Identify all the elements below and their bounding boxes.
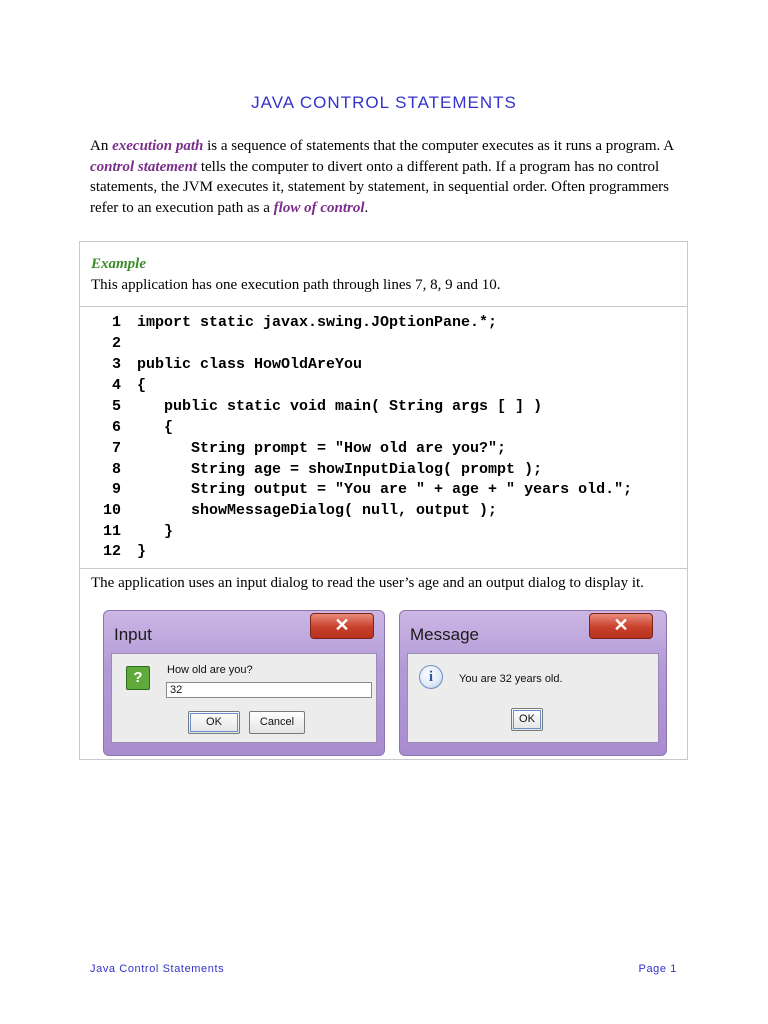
line-number: 1	[111, 314, 121, 331]
input-dialog-title: Input	[114, 625, 152, 644]
line-number: 2	[111, 335, 121, 352]
message-text: You are 32 years old.	[459, 673, 563, 685]
line-number: 8	[111, 461, 121, 478]
code-text: String output = "You are " + age + " years old.";	[137, 481, 633, 498]
intro-text-4: .	[364, 199, 369, 216]
intro-paragraph	[90, 136, 690, 218]
input-dialog-body	[111, 653, 377, 743]
ok-button[interactable]: OK	[188, 711, 240, 734]
code-text: showMessageDialog( null, output );	[137, 502, 498, 519]
example-description: This application has one execution path through lines 7, 8, 9 and 10.	[91, 277, 501, 293]
code-line	[80, 502, 498, 523]
code-listing	[80, 307, 687, 569]
footer-page-number: Page 1	[638, 963, 677, 975]
intro-text-3: tells the computer to divert onto a different path. If a program has no control statements, the JVM executes it, statement by statement, in sequential order. Often programmers refer to an execution path as a	[90, 158, 670, 216]
line-number: 4	[111, 377, 121, 394]
example-header	[80, 242, 687, 307]
code-text: String age = showInputDialog( prompt );	[137, 461, 543, 478]
question-icon: ?	[126, 666, 150, 690]
term-execution-path: execution path	[112, 138, 204, 154]
page-title: JAVA CONTROL STATEMENTS	[251, 93, 517, 112]
line-number: 7	[111, 440, 121, 457]
code-line	[80, 419, 174, 440]
term-control-statement: control statement	[90, 158, 198, 175]
code-line	[80, 481, 633, 502]
code-line	[80, 543, 147, 564]
input-dialog	[103, 610, 385, 756]
line-number: 6	[111, 419, 121, 436]
term-flow-of-control: flow of control	[273, 199, 365, 216]
intro-text-1: An	[90, 138, 113, 154]
code-line	[80, 461, 543, 482]
code-text: public static void main( String args [ ] )	[137, 398, 543, 415]
example-caption: The application uses an input dialog to read the user’s age and an output dialog to display it.	[91, 575, 644, 591]
code-text: }	[137, 523, 174, 540]
message-dialog-close-button[interactable]: ✕	[589, 613, 653, 639]
code-text: }	[137, 543, 147, 560]
message-dialog-title: Message	[410, 625, 479, 644]
footer-title: Java Control Statements	[90, 963, 225, 975]
cancel-button[interactable]: Cancel	[249, 711, 305, 734]
line-number: 10	[102, 502, 121, 519]
message-ok-button[interactable]: OK	[511, 708, 543, 731]
info-icon: i	[419, 665, 443, 689]
line-number: 9	[111, 481, 121, 498]
code-line	[80, 440, 507, 461]
code-line	[80, 335, 121, 356]
age-input-field[interactable]: 32	[166, 682, 372, 698]
code-text: {	[137, 419, 174, 436]
line-number: 12	[102, 543, 121, 560]
code-line	[80, 377, 147, 398]
input-prompt-label: How old are you?	[167, 664, 253, 676]
code-line	[80, 356, 363, 377]
intro-text-2: is a sequence of statements that the computer executes as it runs a program. A	[203, 138, 674, 154]
example-label: Example	[91, 256, 146, 272]
code-text: import static javax.swing.JOptionPane.*;	[137, 314, 498, 331]
input-dialog-close-button[interactable]: ✕	[310, 613, 374, 639]
code-line	[80, 314, 498, 335]
message-dialog-body	[407, 653, 659, 743]
line-number: 3	[111, 356, 121, 373]
message-dialog	[399, 610, 667, 756]
example-box	[79, 241, 688, 760]
code-line	[80, 398, 543, 419]
line-number: 5	[111, 398, 121, 415]
code-text: public class HowOldAreYou	[137, 356, 363, 373]
code-text: {	[137, 377, 147, 394]
code-line	[80, 523, 174, 544]
code-text: String prompt = "How old are you?";	[137, 440, 507, 457]
line-number: 11	[102, 523, 121, 540]
